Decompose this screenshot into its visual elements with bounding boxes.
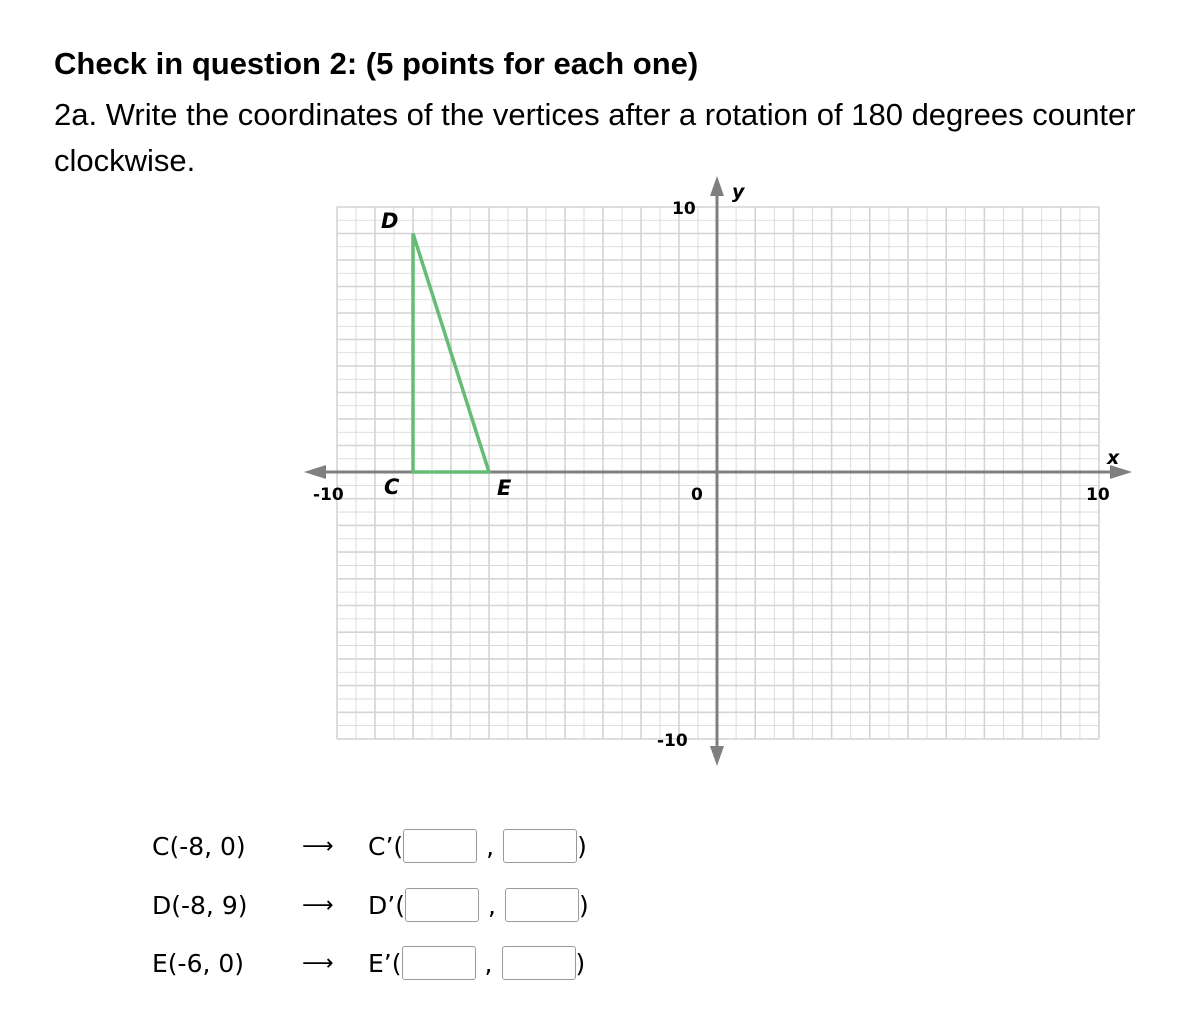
- y-max-label: 10: [672, 199, 696, 219]
- x-max-label: 10: [1086, 485, 1110, 505]
- c-prime-x-input[interactable]: [403, 829, 477, 863]
- image-point-label: E’(: [368, 948, 402, 978]
- origin-label: 0: [691, 485, 703, 505]
- closing-paren: ): [578, 890, 589, 920]
- vertex-label-c: C: [384, 475, 400, 499]
- question-instruction: 2a. Write the coordinates of the vertices after a rotation of 180 degrees counter clockwise.: [54, 97, 1136, 178]
- mapping-row-e: [152, 943, 585, 983]
- comma-separator: ,: [487, 890, 496, 920]
- y-axis-bottom-arrow: [710, 746, 724, 766]
- comma-separator: ,: [486, 831, 495, 861]
- original-point: C(-8, 0): [152, 831, 246, 861]
- arrow-icon: ⟶: [302, 833, 334, 859]
- d-prime-y-input[interactable]: [505, 888, 579, 922]
- y-axis-top-arrow: [710, 176, 724, 196]
- arrow-icon: ⟶: [302, 950, 334, 976]
- image-point-label: C’(: [368, 831, 404, 861]
- e-prime-y-input[interactable]: [502, 946, 576, 980]
- mapping-row-c: [152, 826, 587, 866]
- vertex-label-d: D: [381, 209, 399, 233]
- x-axis-name: x: [1107, 447, 1120, 469]
- image-point-label: D’(: [368, 890, 405, 920]
- original-point: E(-6, 0): [152, 948, 245, 978]
- vertex-label-e: E: [497, 476, 512, 500]
- x-axis-left-arrow: [304, 465, 326, 479]
- closing-paren: ): [577, 831, 587, 861]
- e-prime-x-input[interactable]: [402, 946, 476, 980]
- x-min-label: -10: [313, 485, 344, 505]
- y-min-label: -10: [657, 731, 688, 751]
- d-prime-x-input[interactable]: [405, 888, 479, 922]
- closing-paren: ): [575, 948, 586, 978]
- c-prime-y-input[interactable]: [503, 829, 577, 863]
- arrow-icon: ⟶: [302, 892, 334, 918]
- question-heading: Check in question 2: (5 points for each one): [54, 46, 699, 81]
- original-point: D(-8, 9): [152, 890, 248, 920]
- mapping-row-d: [152, 885, 589, 925]
- comma-separator: ,: [484, 948, 493, 978]
- y-axis-name: y: [732, 181, 745, 203]
